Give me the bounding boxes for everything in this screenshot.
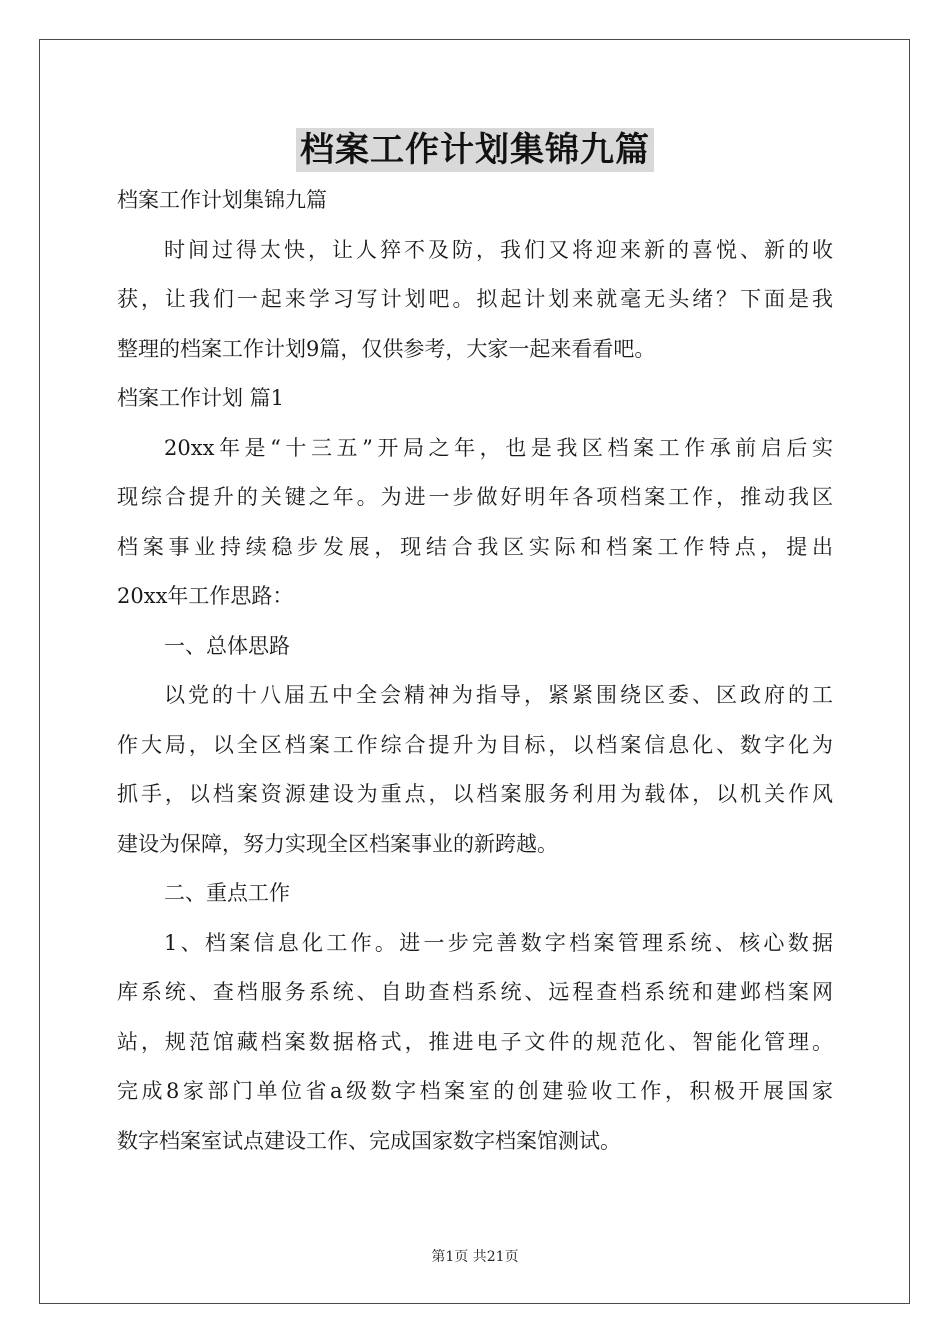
text-line: 档案工作计划集锦九篇 <box>117 188 327 212</box>
document-body <box>117 176 833 1166</box>
text-line: 库系统、查档服务系统、自助查档系统、远程查档系统和建邺档案网 <box>117 980 833 1004</box>
text-line: 整理的档案工作计划9篇，仅供参考，大家一起来看看吧。 <box>117 336 656 361</box>
text-line: 20xx年工作思路： <box>117 584 294 608</box>
text-line: 抓手，以档案资源建设为重点，以档案服务利用为载体，以机关作风 <box>117 782 833 806</box>
text-line: 现综合提升的关键之年。为进一步做好明年各项档案工作，推动我区 <box>117 485 833 509</box>
text-line: 获，让我们一起来学习写计划吧。拟起计划来就毫无头绪？下面是我 <box>117 287 833 311</box>
text-line: 数字档案室试点建设工作、完成国家数字档案馆测试。 <box>117 1128 621 1153</box>
text-line: 以党的十八届五中全会精神为指导，紧紧围绕区委、区政府的工 <box>164 683 833 707</box>
text-line: 建设为保障，努力实现全区档案事业的新跨越。 <box>117 831 558 856</box>
text-line: 一、总体思路 <box>164 633 290 658</box>
text-line: 档案事业持续稳步发展，现结合我区实际和档案工作特点，提出 <box>117 534 833 559</box>
page-footer: 第1页 共21页 <box>431 1249 519 1265</box>
text-line: 站，规范馆藏档案数据格式，推进电子文件的规范化、智能化管理。 <box>117 1029 833 1054</box>
document-title: 档案工作计划集锦九篇 <box>296 128 654 172</box>
text-line: 20xx年是“十三五”开局之年，也是我区档案工作承前启后实 <box>164 435 833 460</box>
text-line: 时间过得太快，让人猝不及防，我们又将迎来新的喜悦、新的收 <box>164 237 833 262</box>
text-line: 1、档案信息化工作。进一步完善数字档案管理系统、核心数据 <box>164 930 833 955</box>
text-line: 二、重点工作 <box>164 881 290 905</box>
text-line: 完成8家部门单位省a级数字档案室的创建验收工作，积极开展国家 <box>117 1079 833 1103</box>
text-line: 作大局，以全区档案工作综合提升为目标，以档案信息化、数字化为 <box>117 732 833 757</box>
title-container <box>0 128 950 172</box>
text-line: 档案工作计划 篇1 <box>117 386 285 410</box>
